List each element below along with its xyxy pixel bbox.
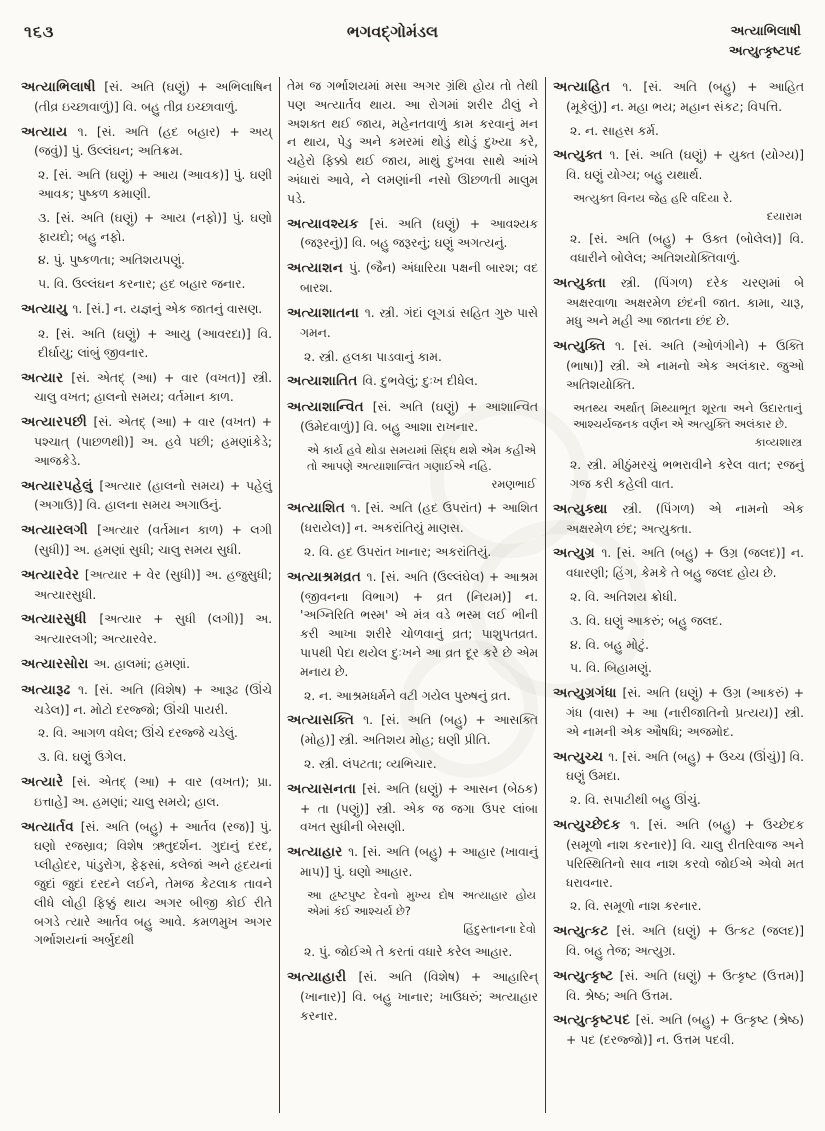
usage-quotation: [307, 442, 536, 493]
dictionary-entry: [287, 967, 538, 1025]
dictionary-entry: [21, 817, 272, 951]
dictionary-entry: [553, 921, 804, 961]
entry-body: ૧. [સં. અતિ (બહુ) + ઉચ્ચ (ઊંચું)] વિ. ઘણું ઉમદા.: [566, 749, 804, 784]
entry-headword: અત્યારવેર: [21, 566, 85, 583]
page-header: [14, 22, 811, 67]
entry-headword: અત્યુત્કૃષ્ટ: [553, 967, 620, 984]
entry-body: ૧. [સં. અતિ (બહુ) + ઉચ્છેદક (સમૂળો નાશ કરનાર)] વિ. ચાલુ રીતરિવાજ અને પરિસ્થિતિનો સાવ નાશ કરવો જોઈએ એવો મત ધરાવનાર.: [566, 818, 804, 890]
dictionary-entry: [21, 609, 272, 649]
quotation-source: રમણભાઈ: [491, 476, 536, 491]
page-number: ૧૬૩: [24, 22, 55, 41]
entry-body: [સં. અતિ (ઘણું) + આસન (બેઠક) + તા (પણું)] સ્ત્રી. એક જ જગા ઉપર લાંબા વખત સુધીની બેસણી.: [300, 781, 538, 835]
entry-headword: અત્યાશિત: [287, 500, 351, 517]
dictionary-entry: [287, 779, 538, 837]
entry-sense: ૩. વિ. ઘણું ઉગેલ.: [38, 750, 127, 765]
entry-headword: અત્યાહારી: [287, 969, 359, 986]
dictionary-entry: [287, 498, 538, 538]
entry-body: [સં. એતદ્ (આ) + વાર (વખત); પ્રા. ઇત્તાહે] અ. હમણાં; ચાલુ સમયે; હાલ.: [34, 775, 272, 809]
quotation-source: કાવ્યશાસ્ત્ર: [754, 434, 802, 449]
entry-headword: અત્યુગ્ર: [553, 545, 602, 562]
entry-headword: અત્યાવશ્યક: [287, 215, 370, 232]
quotation-text: અત્યુક્ત વિનય જેહ હરિ વદિયા રે.: [573, 191, 733, 206]
entry-body: ૧. [સં. અતિ (હદ ઉપરાંત) + આશિત (ધરાયેલ)] ન. અકરાંતિયું માણસ.: [300, 501, 538, 536]
dictionary-entry: [287, 710, 538, 750]
entry-sense: ૨. [સં. અતિ (ઘણું) + આય (આવક)] પું. ઘણી આવક; પુષ્કળ કમાણી.: [38, 168, 272, 202]
entry-body: [સં. એતદ્ (આ) + વાર (વખત)] સ્ત્રી. ચાલુ વખત; હાલનો સમય; વર્તમાન કાળ.: [34, 370, 272, 405]
dictionary-entry: [21, 299, 272, 320]
entry-headword: અત્યાશાન્વિત: [287, 399, 373, 416]
dictionary-entry: [287, 214, 538, 254]
dictionary-entry: [287, 258, 538, 298]
guide-word-first: અત્યાભિલાષી: [730, 24, 801, 39]
column-middle: [280, 75, 545, 1115]
entry-body: ૧. [સં. અતિ (ઉલ્લંઘેલ) + આશ્રમ (જીવનના વિભાગ) + વ્રત (નિયમ)] ન. 'અગ્નિરિતિ ભસ્મ' એ મંત્ર વડે ભસ્મ લઈ ભીની કરી આખા શરીરે ચોળવાનું વ્રત; પાશુપતવ્રત. પાપથી પેદા થયેલ દુઃખને આ વ્રત દૂર કરે છે એમ મનાય છે.: [300, 569, 538, 679]
entry-body: ૧. [સં. અતિ (બહુ) + આસક્તિ (મોહ)] સ્ત્રી. અતિશય મોહ; ઘણી પ્રીતિ.: [300, 713, 538, 748]
entry-body: ૧. [સં. અતિ (હદ બહાર) + અય્ (જવું)] પું. ઉલ્લંઘન; અતિક્રમ.: [34, 124, 273, 159]
entry-sense: ૨. પું. જોઈએ તે કરતાં વધારે કરેલ આહાર.: [304, 945, 513, 960]
dictionary-entry: [553, 336, 804, 394]
entry-headword: અત્યાશાતિત: [287, 373, 363, 390]
column-right: [546, 75, 811, 1115]
entry-sense: ૨. વિ. અતિશય ક્રોધી.: [570, 590, 678, 604]
dictionary-entry: [287, 371, 538, 392]
entry-sense: ૨. વિ. હદ ઉપરાંત ખાનાર; અકરાંતિયું.: [304, 544, 492, 559]
quotation-text: આ હૃષ્ટપુષ્ટ દેવનો મુખ્ય દોષ અત્યાહાર હોય એમાં કંઈ આશ્ચર્ય છે?: [307, 887, 536, 919]
entry-sense: ૨. ન. આશ્રમધર્મને વટી ગયેલ પુરુષનું વ્રત.: [304, 688, 511, 703]
entry-sense: ૩. વિ. ઘણું આકરું; બહુ જલદ.: [570, 613, 723, 628]
entry-headword: અત્યાહાર: [287, 844, 349, 861]
entry-body: [સં. અતિ (ઘણું) + ઉત્કૃષ્ટ (ઉત્તમ)] વિ. શ્રેષ્ઠ; અતિ ઉત્તમ.: [566, 968, 804, 1003]
entry-body: [સં. અતિ (ઘણું) + આવશ્યક (જરૂરનું)] વિ. બહુ જરૂરનું; ઘણું અગત્યનું.: [300, 216, 538, 251]
columns-container: [14, 75, 811, 1115]
dictionary-entry: [553, 966, 804, 1006]
entry-headword: અત્યાશ્રમવ્રત: [287, 568, 367, 585]
entry-body: ૧. [સં.] ન. યજ્ઞનું એક જાતનું વાસણ.: [72, 302, 263, 317]
dictionary-entry: [287, 842, 538, 882]
entry-headword: અત્યાસનતા: [287, 780, 363, 797]
entry-headword: અત્યુચ્ચ: [553, 748, 609, 765]
dictionary-entry: [287, 397, 538, 437]
entry-body: ૧. [સં. અતિ (બહુ) + આહાર (ખાવાનું માપ)] પું. ઘણો આહાર.: [300, 845, 539, 880]
entry-headword: અત્યારસુધી: [21, 611, 100, 628]
entry-body: વિ. દુભવેલું; દુઃખ દીધેલ.: [362, 374, 478, 389]
usage-quotation: [307, 887, 536, 938]
guide-words: [641, 22, 801, 61]
entry-headword: અત્યુચ્છેદક: [553, 817, 630, 834]
quotation-text: અતથ્ય અર્થાત્ મિથ્યાભૂત શૂરતા અને ઉદારતાનું આશ્ચર્યજનક વર્ણન એ અત્યુક્તિ અલંકાર છે.: [573, 400, 802, 432]
entry-body: [સં. અતિ (ઘણું) + ઉગ્ર (આકરું) + ગંધ (વાસ) + આ (નારીજાતિનો પ્રત્યય)] સ્ત્રી. એ નામની એક ઔષધિ; અજમોદ.: [566, 686, 805, 739]
entry-sense: ૪. પું. પુષ્કળતા; અતિશયપણું.: [38, 253, 185, 268]
entry-sense: ૨. વિ. આગળ વધેલ; ઊંચે દરજ્જે ચડેલું.: [38, 726, 238, 741]
entry-headword: અત્યાય: [21, 123, 78, 140]
entry-headword: અત્યાભિલાષી: [21, 79, 105, 95]
entry-headword: અત્યારપછી: [21, 414, 94, 431]
entry-headword: અત્યુક્થા: [553, 500, 623, 517]
entry-headword: અત્યારલગી: [21, 522, 98, 539]
dictionary-entry: [553, 747, 804, 787]
entry-headword: અત્યાર્તવ: [21, 818, 81, 835]
dictionary-entry: [553, 543, 804, 583]
entry-sense: ૨. સ્ત્રી. મીઠુંમરચું ભભરાવીને કરેલ વાત; રજનું ગજ કરી કહેલી વાત.: [570, 458, 804, 491]
dictionary-entry: [21, 476, 272, 516]
dictionary-entry: [21, 77, 272, 117]
dictionary-entry: [553, 499, 804, 539]
entry-body: [અત્યાર (હાલનો સમય) + પહેલું (અગાઉ)] વિ. હાલના સમય અગાઉનું.: [34, 478, 272, 513]
quotation-text: એ કાર્ય હવે થોડા સમયમાં સિદ્ધ થશે એમ કહીએ તો આપણે અત્યાશાન્વિત ગણાઈએ નહિ.: [307, 442, 536, 474]
entry-body: ૧. [સં. અતિ (ઓળંગીને) + ઉક્તિ (ભાષા)] સ્ત્રી. એ નામનો એક અલંકાર. જુઓ અતિશયોક્તિ.: [566, 339, 804, 392]
dictionary-entry: [553, 683, 804, 741]
entry-body: [સં. એતદ્ (આ) + વાર (વખત) + પશ્ચાત્ (પાછળથી)] અ. હવે પછી; હમણાંકેડે; આજકેડે.: [34, 415, 272, 468]
entry-body: ૧. [સં. અતિ (બહુ) + આહિત (મૂકેલું)] ન. મહા ભય; મહાન સંકટ; વિપત્તિ.: [566, 80, 804, 114]
dictionary-entry: [21, 122, 272, 162]
entry-body: ૧. [સં. અતિ (ઘણું) + યુક્ત (યોગ્ય)] વિ. ઘણું યોગ્ય; બહુ યથાર્થ.: [566, 148, 804, 183]
entry-headword: અત્યાસક્તિ: [287, 712, 364, 729]
entry-headword: અત્યુગ્રગંધા: [553, 685, 623, 702]
entry-body: [અત્યાર + વેર (સુધી)] અ. હજુસુધી; અત્યારસુધી.: [34, 567, 272, 602]
entry-sense: ૨. [સં. અતિ (ઘણું) + આયુ (આવરદા)] વિ. દીર્ઘાયુ; લાંબું જીવનાર.: [38, 326, 272, 360]
dictionary-entry: [287, 303, 538, 343]
entry-body: સ્ત્રી. (પિંગળ) દરેક ચરણમાં બે અક્ષરવાળા અક્ષરમેળ છંદની જાત. કામા, ચારૂ, મધુ અને મહી આ જાતના છંદ છે.: [566, 275, 804, 329]
entry-continuation: તેમ જ ગર્ભાશયમાં મસા અગર ગ્રંથિ હોય તો તેથી પણ અત્યાર્તવ થાય. આ રોગમાં શરીર ઢીલું ને અશક્ત થઈ જાય, મહેનતવાળું કામ કરવાનું મન ન થાય, પેડુ અને કમરમાં થોડું થોડું દુખ્યા કરે, ચહેરો ફિક્કો થઈ જાય, માથું દુખવા સાથે આંખે અંધારાં આવે, ને લમણાંની નસો ઊછળતી માલુમ પડે.: [287, 79, 538, 206]
entry-headword: અત્યારૂઢ: [21, 681, 79, 698]
dictionary-entry: [21, 565, 272, 605]
entry-body: અ. હાલમાં; હમણાં.: [93, 656, 191, 671]
entry-body: સ્ત્રી. (પિંગળ) એ નામનો એક અક્ષરમેળ છંદ; અત્યુક્તા.: [566, 501, 804, 536]
entry-headword: અત્યુત્કટ: [553, 923, 617, 940]
entry-body: [સં. અતિ (ઘણું) + અભિલાષિન (તીવ્ર ઇચ્છાવાળું)] વિ. બહુ તીવ્ર ઇચ્છાવાળું.: [34, 80, 272, 114]
entry-body: ૧. [સં. અતિ (વિશેષ) + આરૂઢ (ઊંચે ચડેલ)] ન. મોટો દરજ્જો; ઊંચી પાયરી.: [34, 682, 272, 717]
entry-body: ૧. સ્ત્રી. ગંદાં લૂગડાં સહિત ગુરુ પાસે ગમન.: [300, 305, 538, 340]
dictionary-entry: [21, 654, 272, 675]
entry-body: ૧. [સં. અતિ (બહુ) + ઉગ્ર (જલદ)] ન. વધારણી; હિંગ, કેમકે તે બહુ જલદ હોય છે.: [566, 546, 804, 581]
entry-body: [સં. અતિ (બહુ) + ઉત્કૃષ્ટ (શ્રેષ્ઠ) + પદ (દરજ્જો)] ન. ઉત્તમ પદવી.: [566, 1013, 805, 1048]
dictionary-entry: [21, 412, 272, 470]
column-left: [14, 75, 279, 1115]
quotation-source: દયારામ: [766, 208, 802, 223]
entry-body: [સં. અતિ (ઘણું) + ઉત્કટ (જલદ)] વિ. બહુ તેજ; અત્યુગ્ર.: [566, 924, 804, 958]
entry-sense: ૨. સ્ત્રી. હલકા પાડવાનું કામ.: [304, 349, 442, 364]
entry-body: [અત્યાર + સુધી (લગી)] અ. અત્યારલગી; અત્યારવેર.: [34, 612, 273, 647]
entry-headword: અત્યાર: [21, 369, 72, 386]
entry-sense: ૨. સ્ત્રી. લંપટતા; વ્યભિચાર.: [304, 757, 437, 772]
entry-headword: અત્યાહિત: [553, 79, 623, 95]
entry-headword: અત્યાશાતના: [287, 304, 365, 321]
entry-headword: અત્યુક્તિ: [553, 338, 615, 355]
dictionary-entry: [553, 1010, 804, 1050]
entry-sense: ૨. વિ. સપાટીથી બહુ ઊંચું.: [570, 793, 701, 808]
dictionary-entry: [553, 273, 804, 331]
entry-headword: અત્યાશન: [287, 260, 349, 277]
entry-headword: અત્યારસોરા: [21, 655, 94, 672]
entry-headword: અત્યુત્કૃષ્ટપદ: [553, 1012, 636, 1029]
entry-sense: ૨. વિ. સમૂળો નાશ કરનાર.: [570, 899, 702, 914]
entry-headword: અત્યુક્ત: [553, 147, 610, 164]
entry-body: [સં. અતિ (બહુ) + આર્તવ (રજ)] પું. ઘણો રજસ્રાવ; વિશેષ ઋતુદર્શન. ગુદાનું દરદ, પ્લીહોદર, પાંડુરોગ, ફેફસાં, કલેજાં અને હૃદયનાં જુદાં જુદાં દરદને લઈને, તેમજ કેટલાક તાવને લીધે લોહી ફિક્કું થાય અગર બીજી કોઈ રીતે બગડે ત્યારે આર્તવ બહુ આવે. કમળમુખ અગર ગર્ભાશયનાં અર્બુદથી: [34, 819, 272, 948]
entry-sense: ૫. વિ. બિહામણું.: [570, 661, 652, 676]
entry-headword: અત્યાયુ: [21, 301, 73, 318]
entry-sense: ૨. [સં. અતિ (બહુ) + ઉક્ત (બોલેલ)] વિ. વધારીને બોલેલ; અતિશયોક્તિવાળું.: [570, 232, 804, 265]
dictionary-entry: [553, 77, 804, 117]
dictionary-entry: [21, 772, 272, 812]
entry-sense: ૩. [સં. અતિ (ઘણું) + આય (નફો)] પું. ઘણો ફાયદો; બહુ નફો.: [38, 210, 272, 244]
entry-headword: અત્યારપહેલું: [21, 477, 100, 494]
guide-word-last: અત્યુત્કૃષ્ટપદ: [728, 43, 801, 59]
entry-headword: અત્યુક્તા: [553, 274, 621, 291]
entry-sense: ૨. ન. સાહસ કર્મ.: [570, 123, 659, 138]
entry-body: [સં. અતિ (ઘણું) + આશાન્વિત (ઉમેદવાળું)] વિ. બહુ આશા રાખનાર.: [300, 400, 538, 434]
entry-body: પું. (જૈન) અંધારિયા પક્ષની બારશ; વદ બારશ.: [300, 261, 539, 296]
usage-quotation: [573, 190, 802, 224]
usage-quotation: [573, 400, 802, 451]
entry-body: [સં. અતિ (વિશેષ) + આહારિન્ (ખાનાર)] વિ. બહુ ખાનાર; ખાઉધરું; અત્યાહાર કરનાર.: [300, 970, 538, 1023]
dictionary-entry: [553, 145, 804, 185]
dictionary-entry: [287, 567, 538, 682]
quotation-source: હિંદુસ્તાનના દેવો: [463, 921, 536, 936]
dictionary-entry: [21, 368, 272, 408]
entry-body: [અત્યાર (વર્તમાન કાળ) + લગી (સુધી)] અ. હમણાં સુધી; ચાલુ સમય સુધી.: [34, 523, 272, 557]
entry-sense: ૫. વિ. ઉલ્લંઘન કરનાર; હદ બહાર જનાર.: [38, 277, 246, 292]
entry-sense: ૪. વિ. બહુ મોટું.: [570, 637, 650, 652]
dictionary-entry: [21, 520, 272, 560]
dictionary-entry: [21, 680, 272, 720]
dictionary-entry: [553, 815, 804, 892]
book-title: ભગવદ્ગોમંડલ: [346, 22, 439, 41]
entry-headword: અત્યારે: [21, 774, 73, 791]
